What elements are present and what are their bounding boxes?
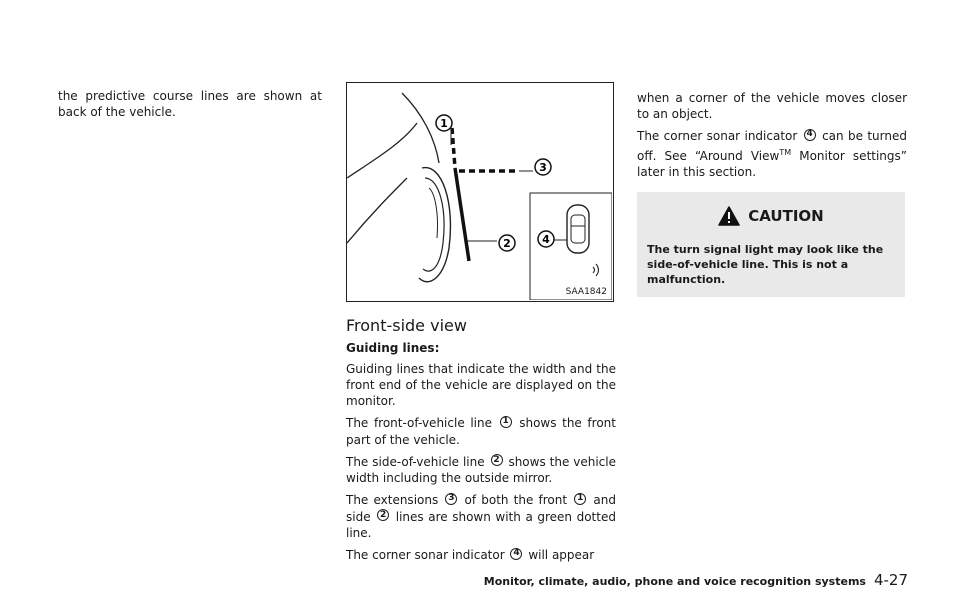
front-side-view-illustration: [346, 82, 614, 302]
callout-4: [538, 231, 554, 247]
callout-1: [436, 115, 452, 131]
callout-4-inline: 4: [510, 548, 522, 560]
paragraph-guiding: Guiding lines that indicate the width and the front end of the vehicle are displayed on the monitor.: [346, 362, 616, 408]
figure-code: SAA1842: [565, 287, 607, 297]
callout-3-inline: 3: [445, 493, 457, 505]
paragraph-side-line: The side-of-vehicle line 2 shows the vehicle width including the outside mirror.: [346, 454, 616, 485]
svg-text:4: 4: [542, 233, 550, 246]
illustration-drawing: [347, 83, 612, 300]
trademark: TM: [779, 147, 792, 157]
sub-heading: Guiding lines:: [346, 341, 440, 355]
callout-2: [499, 235, 515, 251]
svg-text:2: 2: [503, 237, 511, 250]
page-number: 4-27: [873, 571, 908, 589]
callout-3: [535, 159, 551, 175]
warning-icon: [718, 206, 740, 226]
paragraph-sonar-off: The corner sonar indicator 4 can be turned off. See “Around View™ Monitor settings” later in this section.: [637, 129, 908, 179]
page-footer: [484, 571, 908, 589]
callout-1-inline-b: 1: [574, 493, 586, 505]
callout-2-inline-b: 2: [377, 509, 389, 521]
middle-column: [346, 82, 616, 570]
section-title: Front-side view: [346, 316, 467, 335]
caution-text: The turn signal light may look like the side-of-vehicle line. This is not a malfunction.: [647, 242, 884, 286]
paragraph-extensions: The extensions 3 of both the front 1 and side 2 lines are shown with a green dotted line.: [346, 493, 616, 540]
callout-4-inline-b: 4: [804, 129, 816, 141]
intro-text: the predictive course lines are shown at back of the vehicle.: [58, 89, 322, 119]
footer-section-title: Monitor, climate, audio, phone and voice recognition systems: [483, 575, 866, 588]
callout-2-inline: 2: [491, 454, 503, 466]
right-column: [637, 90, 907, 297]
callout-1-inline: 1: [500, 416, 512, 428]
paragraph-corner: when a corner of the vehicle moves closer to an object.: [637, 91, 907, 121]
caution-box: [637, 192, 905, 297]
svg-text:1: 1: [440, 117, 448, 130]
caution-title: CAUTION: [748, 206, 824, 225]
paragraph-front-line: The front-of-vehicle line 1 shows the front part of the vehicle.: [346, 416, 616, 447]
paragraph-sonar: The corner sonar indicator 4 will appear: [346, 548, 595, 562]
svg-text:3: 3: [539, 161, 547, 174]
left-column: [58, 88, 322, 126]
